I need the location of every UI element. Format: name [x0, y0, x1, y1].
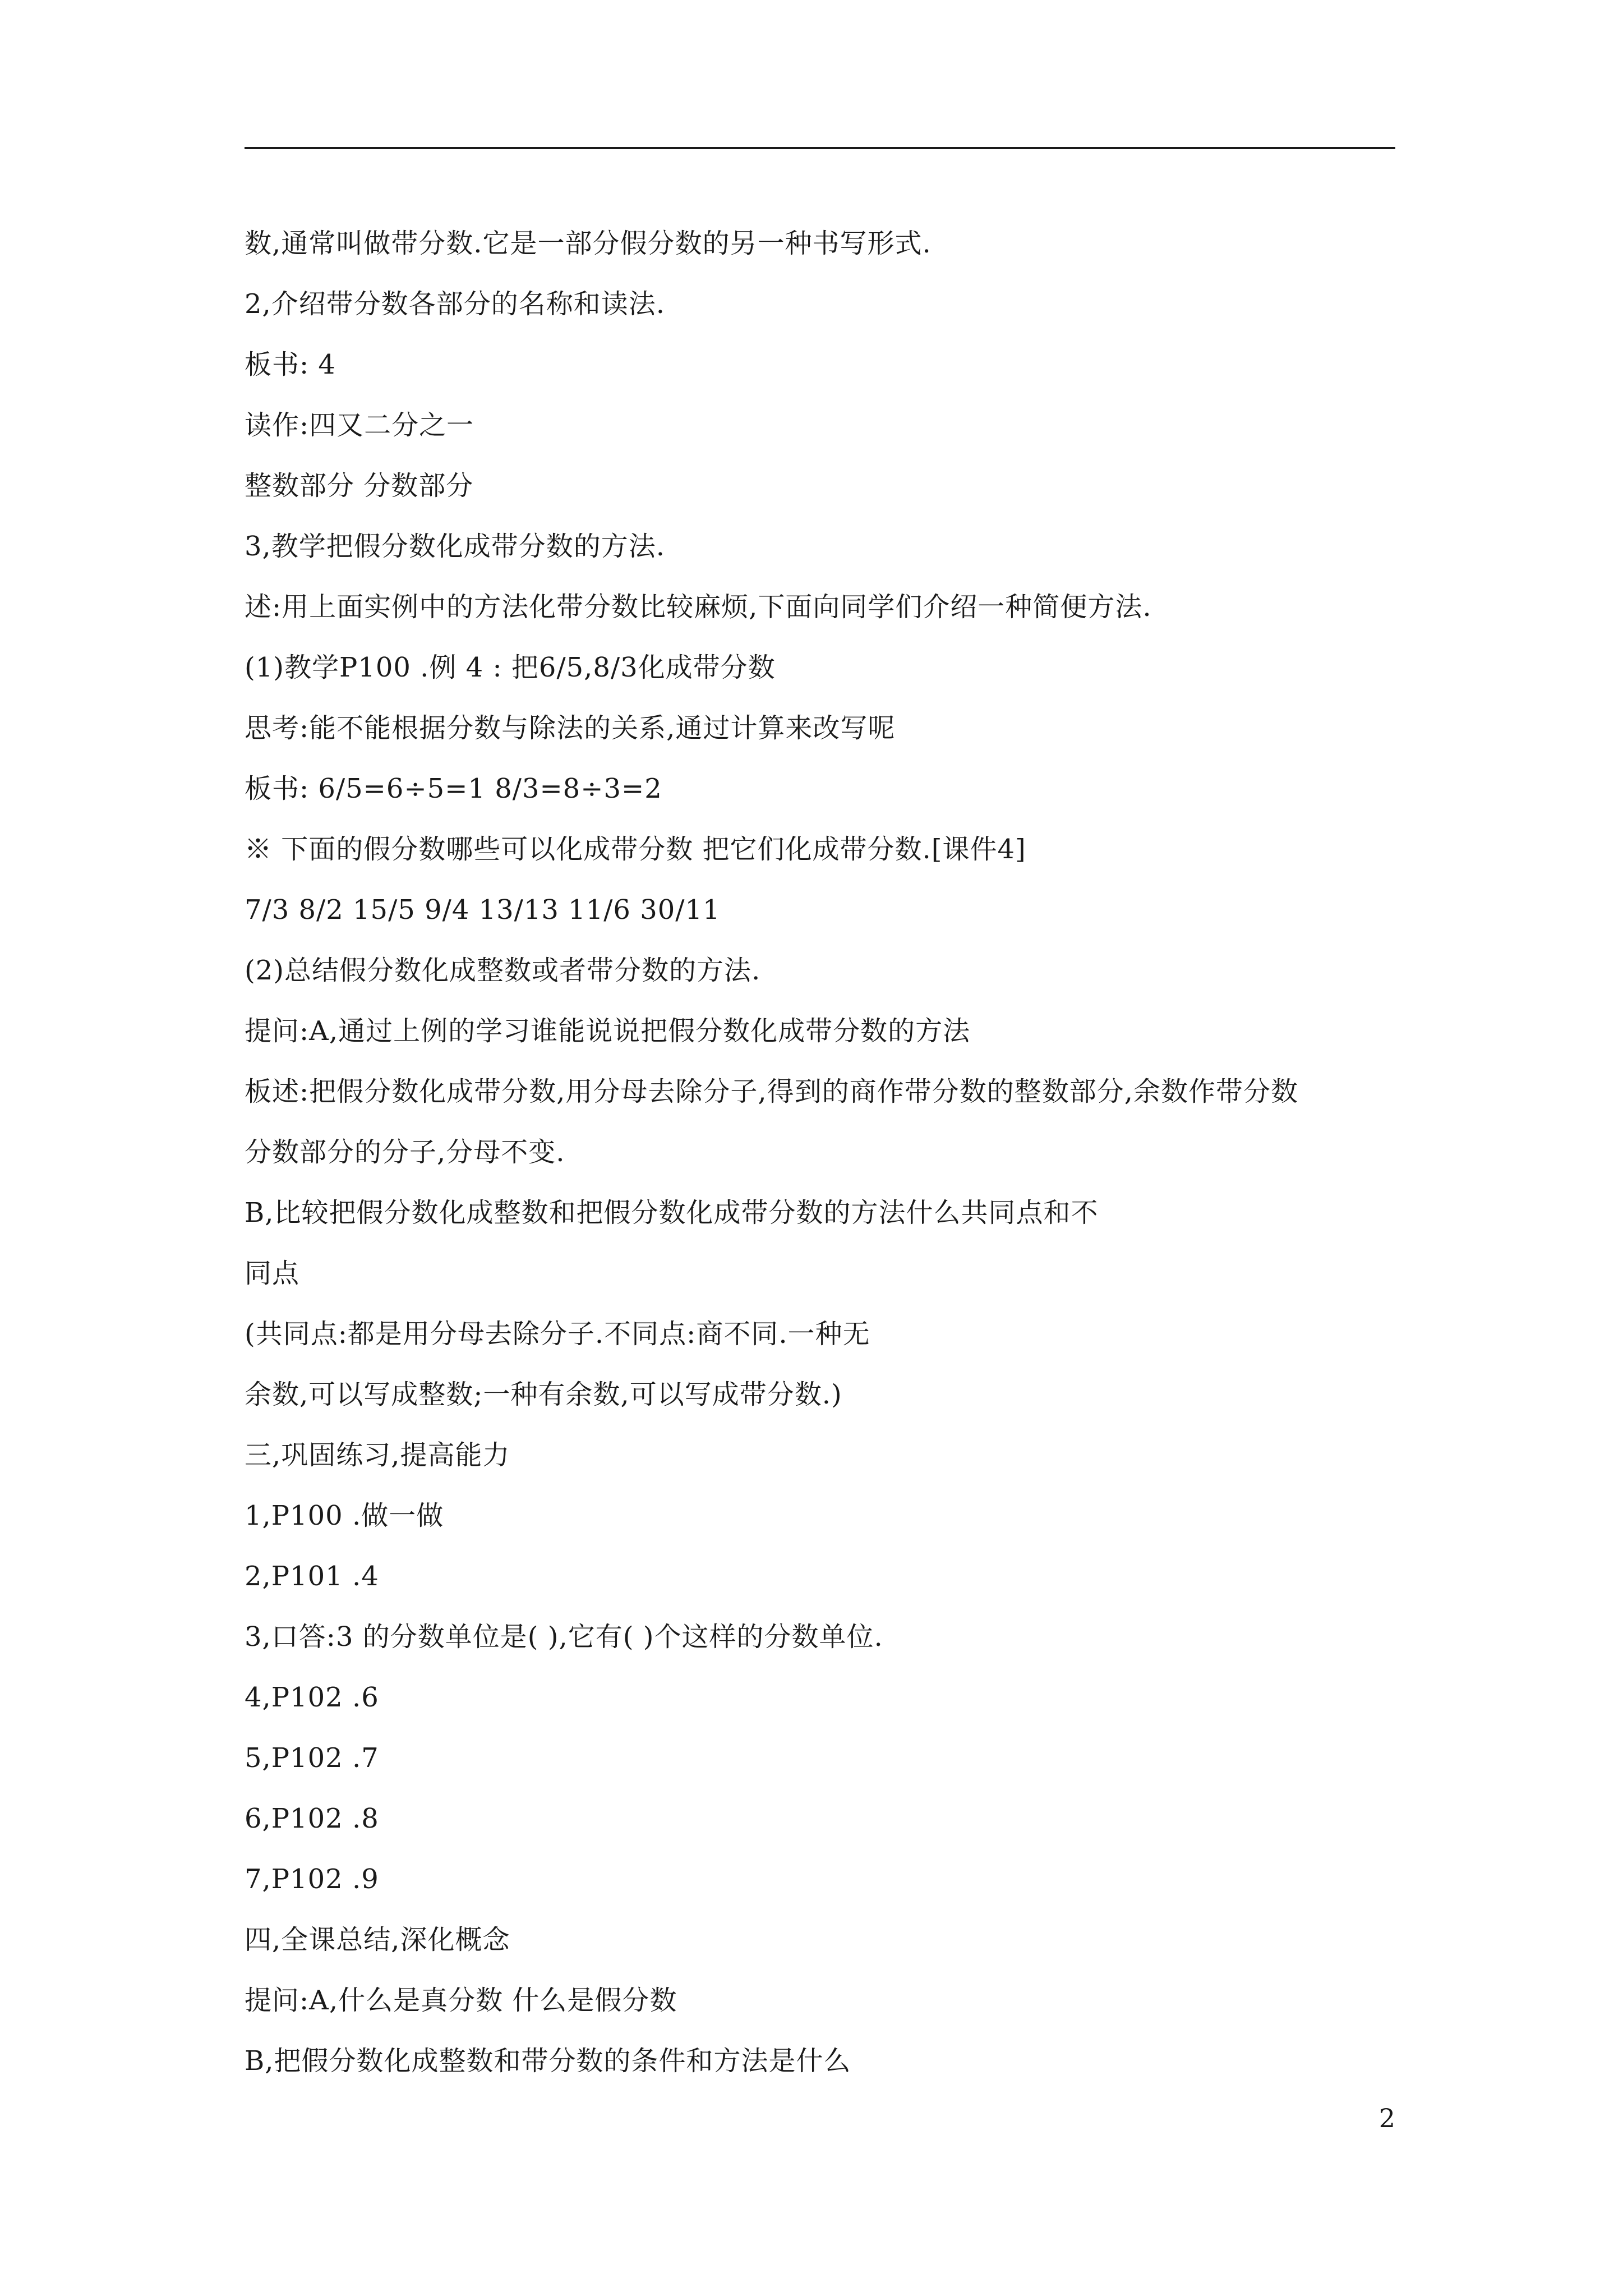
- text-line: 2,P101 .4: [245, 1561, 379, 1592]
- text-line: 分数部分的分子,分母不变.: [245, 1137, 565, 1168]
- text-line: 三,巩固练习,提高能力: [245, 1439, 510, 1471]
- document-body: [245, 213, 1400, 2091]
- text-line: 思考:能不能根据分数与除法的关系,通过计算来改写呢: [245, 712, 896, 744]
- text-line: (共同点:都是用分母去除分子.不同点:商不同.一种无: [245, 1318, 870, 1350]
- text-line: 板书: 4: [245, 349, 336, 380]
- text-line: 7/3 8/2 15/5 9/4 13/13 11/6 30/11: [245, 894, 721, 926]
- text-line: 整数部分 分数部分: [245, 470, 474, 501]
- text-line: (1)教学P100 .例 4 : 把6/5,8/3化成带分数: [245, 652, 776, 683]
- text-line: 板述:把假分数化成带分数,用分母去除分子,得到的商作带分数的整数部分,余数作带分数: [245, 1076, 1298, 1107]
- text-line: 6,P102 .8: [245, 1803, 379, 1834]
- text-line: 余数,可以写成整数;一种有余数,可以写成带分数.): [245, 1379, 842, 1410]
- text-line: 5,P102 .7: [245, 1742, 379, 1774]
- text-line: 四,全课总结,深化概念: [245, 1924, 510, 1955]
- text-line: 1,P100 .做一做: [245, 1500, 444, 1531]
- text-line: ※ 下面的假分数哪些可以化成带分数 把它们化成带分数.[课件4]: [245, 834, 1026, 865]
- page-number: 2: [1378, 2103, 1395, 2133]
- text-line: 3,口答:3 的分数单位是( ),它有( )个这样的分数单位.: [245, 1621, 883, 1653]
- text-line: B,把假分数化成整数和带分数的条件和方法是什么: [245, 2045, 851, 2077]
- text-line: 板书: 6/5=6÷5=1 8/3=8÷3=2: [245, 773, 662, 804]
- header-rule: [245, 147, 1395, 149]
- text-line: 述:用上面实例中的方法化带分数比较麻烦,下面向同学们介绍一种简便方法.: [245, 591, 1152, 623]
- text-line: 提问:A,通过上例的学习谁能说说把假分数化成带分数的方法: [245, 1015, 971, 1047]
- text-line: 7,P102 .9: [245, 1864, 379, 1895]
- text-line: 数,通常叫做带分数.它是一部分假分数的另一种书写形式.: [245, 228, 932, 259]
- text-line: 3,教学把假分数化成带分数的方法.: [245, 531, 666, 562]
- text-line: 4,P102 .6: [245, 1682, 379, 1713]
- text-line: 2,介绍带分数各部分的名称和读法.: [245, 288, 666, 320]
- text-line: (2)总结假分数化成整数或者带分数的方法.: [245, 955, 761, 986]
- text-line: 同点: [245, 1258, 300, 1289]
- text-line: B,比较把假分数化成整数和把假分数化成带分数的方法什么共同点和不: [245, 1197, 1099, 1228]
- text-line: 读作:四又二分之一: [245, 409, 474, 441]
- text-line: 提问:A,什么是真分数 什么是假分数: [245, 1985, 677, 2016]
